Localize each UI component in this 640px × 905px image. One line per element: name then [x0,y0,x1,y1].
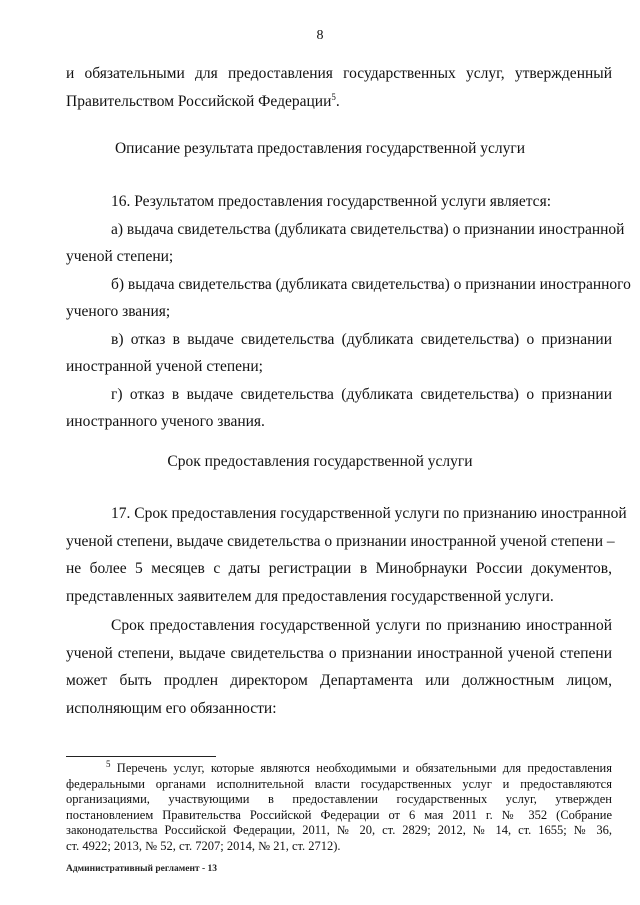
page-number: 8 [316,28,324,43]
footnote-line: ст. 4922; 2013, № 52, ст. 7207; 2014, № 21, ст. 2712). [66,838,341,853]
section-result-body [66,188,631,436]
list-item-v: в) отказ в выдаче свидетельства (дубликата свидетельства) о признании [111,330,612,348]
paragraph-17-line: ученой степени, выдаче свидетельства о признании иностранной ученой степени – [66,532,615,550]
footnote-line: законодательства Российской Федерации, 2011, № 20, ст. 2829; 2012, № 14, ст. 1655; № 36, [66,823,612,838]
section-term-body [66,500,627,722]
paragraph-17b-line: ученой степени, выдаче свидетельства о признании иностранной ученой степени [66,644,612,662]
list-item-a: а) выдача свидетельства (дубликата свидетельства) о признании иностранной [111,220,625,238]
paragraph-17-line: 17. Срок предоставления государственной услуги по признанию иностранной [111,505,627,522]
text-line-part: Правительством Российской Федерации [66,92,332,110]
footnote-line: постановлением Правительства Российской Федерации от 6 мая 2011 г. № 352 (Собрание [66,807,612,822]
paragraph-17b-line: исполняющим его обязанности: [66,699,277,717]
section-heading-term: Срок предоставления государственной услуги [167,453,473,470]
paragraph-17b-line: может быть продлен директором Департамента или должностным лицом, [66,672,612,689]
footnote-reference: 5 [331,91,336,102]
list-item-g: г) отказ в выдаче свидетельства (дубликата свидетельства) о признании [111,385,612,403]
text-line-end: . [335,92,340,110]
footnote-marker: 5 [106,758,111,769]
footnote-line [66,758,612,777]
paragraph-17-line: представленных заявителем для предоставления государственной услуги. [66,587,554,605]
intro-paragraph [66,60,612,115]
list-item-b: б) выдача свидетельства (дубликата свидетельства) о признании иностранного [111,275,631,293]
list-item-a-cont: ученой степени; [66,248,174,265]
text-line [66,88,612,116]
footnote-line: организациями, участвующими в предоставлении государственных услуг, утвержден [66,792,612,807]
footnote-line: федеральными органами исполнительной власти государственных услуг и предоставляются [66,776,612,791]
paragraph-16: 16. Результатом предоставления государственной услуги является: [111,193,552,210]
list-item-b-cont: ученого звания; [66,303,171,320]
document-footer: Административный регламент - 13 [66,864,218,874]
list-item-g-cont: иностранного ученого звания. [66,413,265,430]
footnote-separator [66,756,216,757]
section-heading-result: Описание результата предоставления государственной услуги [114,140,526,157]
paragraph-17b-line: Срок предоставления государственной услуги по признанию иностранной [111,617,612,634]
footnote-text: Перечень услуг, которые являются необходимыми и обязательными для предоставления [110,761,612,775]
text-line: и обязательными для предоставления государственных услуг, утвержденный [66,65,612,82]
footnote [66,758,612,855]
paragraph-17-line: не более 5 месяцев с даты регистрации в Минобрнауки России документов, [66,560,612,577]
list-item-v-cont: иностранной ученой степени; [66,358,263,375]
